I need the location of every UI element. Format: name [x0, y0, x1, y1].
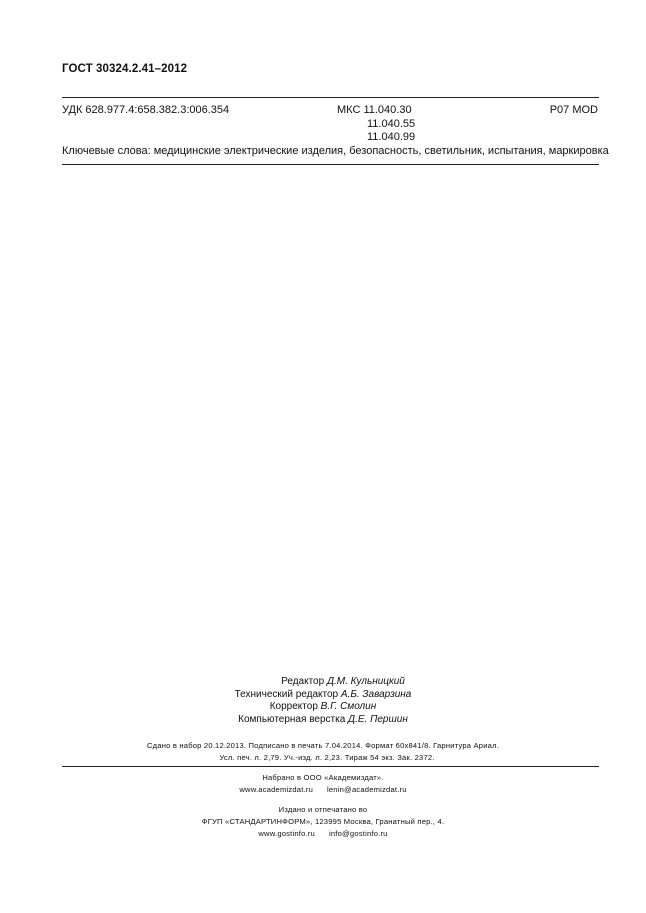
- printer-email-link[interactable]: info@gostinfo.ru: [328, 829, 388, 838]
- staff-role: Компьютерная верстка: [238, 713, 346, 725]
- printer-address: ФГУП «СТАНДАРТИНФОРМ», 123995 Москва, Гранатный пер., 4.: [201, 817, 445, 826]
- imprint-line-1: Сдано в набор 20.12.2013. Подписано в печать 7.04.2014. Формат 60х841/8. Гарнитура Ариал.: [146, 741, 500, 750]
- bottom-divider: [62, 164, 599, 165]
- publisher-contacts-2: [0, 828, 646, 840]
- printed-by: Издано и отпечатано во: [278, 805, 368, 814]
- staff-credits: [0, 676, 646, 726]
- staff-line: [0, 701, 646, 714]
- okp-code: Р07 MOD: [549, 104, 598, 116]
- staff-name: Д.М. Кульницкий: [326, 676, 405, 687]
- publisher-info: [0, 772, 646, 840]
- imprint-line-2: Усл. печ. л. 2,79. Уч.-изд. л. 2,23. Тираж 54 экз. Зак. 2372.: [219, 753, 435, 762]
- publisher-site-link[interactable]: www.academizdat.ru: [239, 785, 313, 794]
- top-divider: [62, 97, 599, 98]
- standard-code: ГОСТ 30324.2.41–2012: [62, 63, 188, 75]
- publisher-email-link[interactable]: lenin@academizdat.ru: [327, 785, 407, 794]
- mks-codes: [337, 104, 415, 145]
- staff-role: Корректор: [269, 701, 318, 713]
- mks-code-primary: МКС 11.040.30: [337, 104, 412, 116]
- keywords: Ключевые слова: медицинские электрические изделия, безопасность, светильник, испытания, маркировка: [62, 145, 609, 157]
- staff-role: Редактор: [281, 676, 325, 687]
- staff-name: Д.Е. Першин: [348, 713, 408, 725]
- udk-code: УДК 628.977.4:658.382.3:006.354: [62, 104, 230, 116]
- staff-role: Технический редактор: [234, 688, 339, 700]
- staff-name: В.Г. Смолин: [320, 701, 377, 713]
- publisher-contacts-1: [0, 784, 646, 796]
- staff-line: [0, 689, 646, 702]
- mks-code-tertiary: 11.040.99: [367, 131, 416, 143]
- typeset-by: Набрано в ООО «Академиздат».: [262, 773, 384, 782]
- print-imprint: [0, 740, 646, 764]
- staff-line: [0, 676, 646, 689]
- staff-name: А.Б. Заварзина: [340, 688, 412, 700]
- mks-code-secondary: 11.040.55: [367, 117, 416, 130]
- printer-site-link[interactable]: www.gostinfo.ru: [258, 829, 315, 838]
- staff-line: [0, 714, 646, 727]
- imprint-divider: [62, 766, 599, 767]
